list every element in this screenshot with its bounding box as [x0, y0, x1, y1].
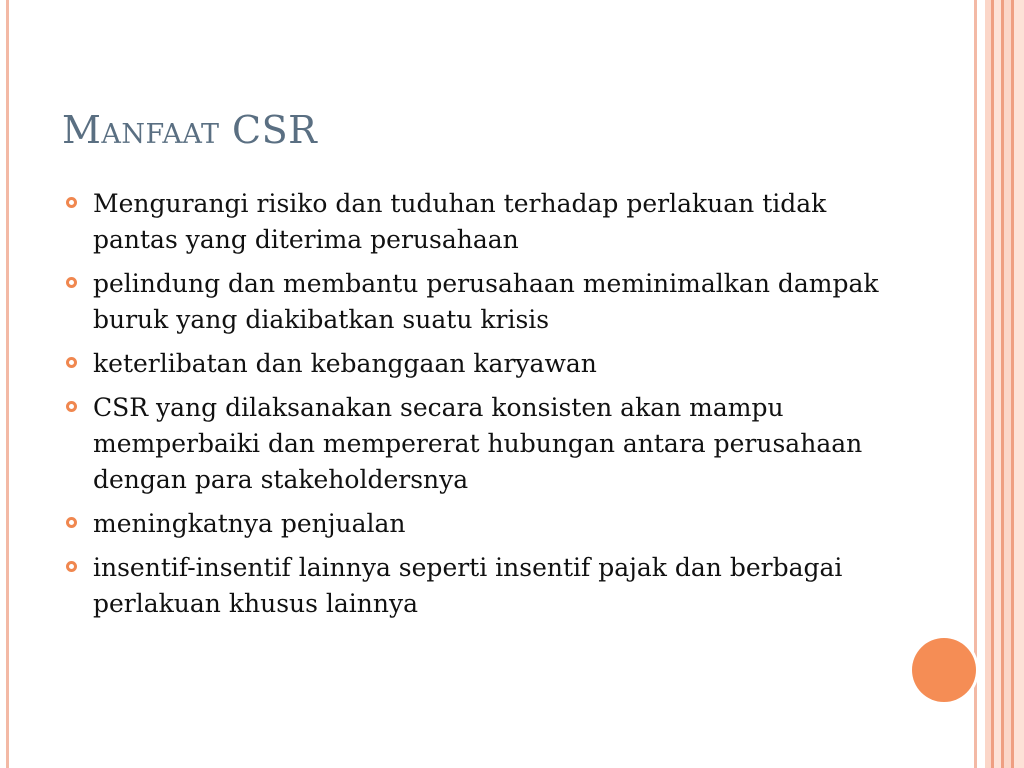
- bullet-circle-icon: [66, 357, 77, 368]
- bullet-circle-icon: [66, 277, 77, 288]
- bullet-text: pelindung dan membantu perusahaan meminimalkan dampak buruk yang diakibatkan suatu krisis: [93, 269, 879, 334]
- slide-title: Manfaat CSR: [62, 108, 318, 152]
- right-frame-line: [974, 0, 977, 768]
- bullet-text: CSR yang dilaksanakan secara konsisten akan mampu memperbaiki dan mempererat hubungan antara perusahaan dengan para stakeholdersnya: [93, 393, 863, 494]
- bullet-text: insentif-insentif lainnya seperti insentif pajak dan berbagai perlakuan khusus lainnya: [93, 553, 843, 618]
- decorative-orange-circle: [912, 638, 976, 702]
- bullet-item: [64, 346, 894, 382]
- bullet-item: [64, 186, 894, 258]
- bullet-circle-icon: [66, 401, 77, 412]
- bullet-text: keterlibatan dan kebanggaan karyawan: [93, 349, 597, 378]
- bullet-list: [64, 186, 894, 630]
- bullet-item: [64, 506, 894, 542]
- bullet-circle-icon: [66, 517, 77, 528]
- bullet-item: [64, 550, 894, 622]
- left-frame-line: [6, 0, 9, 768]
- decorative-stripes: [985, 0, 1024, 768]
- bullet-circle-icon: [66, 197, 77, 208]
- bullet-circle-icon: [66, 561, 77, 572]
- bullet-item: [64, 266, 894, 338]
- bullet-text: Mengurangi risiko dan tuduhan terhadap perlakuan tidak pantas yang diterima perusahaan: [93, 189, 827, 254]
- bullet-item: [64, 390, 894, 498]
- bullet-text: meningkatnya penjualan: [93, 509, 406, 538]
